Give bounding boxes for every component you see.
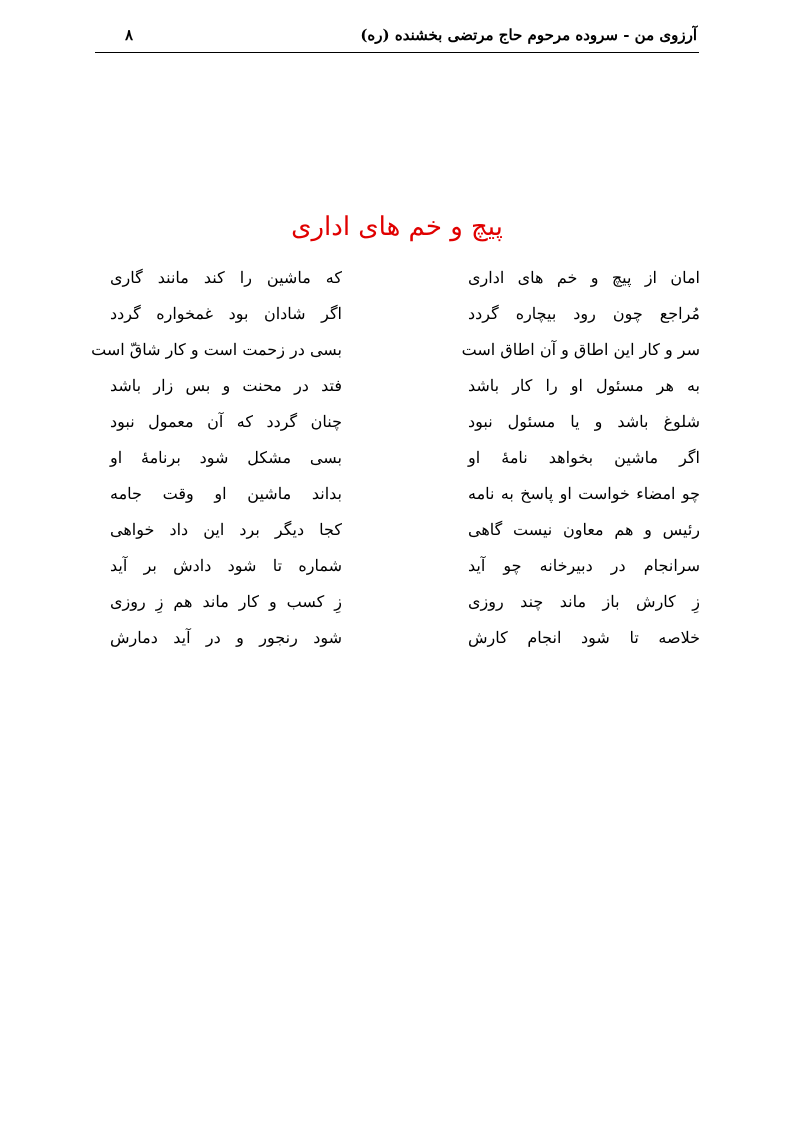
first-hemistich: زِ کارش باز ماند چند روزی (468, 592, 700, 611)
second-hemistich: بداند ماشین او وقت جامه (110, 484, 342, 503)
first-hemistich: سرانجام در دبیرخانه چو آید (468, 556, 700, 575)
page-number: ۸ (125, 26, 134, 44)
second-hemistich: زِ کسب و کار ماند هم زِ روزی (110, 592, 342, 611)
second-hemistich: فتد در محنت و بس زار باشد (110, 376, 342, 395)
first-hemistich: چو امضاء خواست او پاسخ به نامه (468, 484, 700, 503)
first-hemistich: به هر مسئول او را کار باشد (468, 376, 700, 395)
second-hemistich: اگر شادان بود غمخواره گردد (110, 304, 342, 323)
second-hemistich: کجا دیگر برد این داد خواهی (110, 520, 342, 539)
first-hemistich: شلوغ باشد و یا مسئول نبود (468, 412, 700, 431)
second-hemistich: که ماشین را کند مانند گاری (110, 268, 342, 287)
first-hemistich: خلاصه تا شود انجام کارش (468, 628, 700, 647)
couplet (110, 551, 700, 587)
first-hemistich: امان از پیچ و خم های اداری (468, 268, 700, 287)
second-hemistich: شود رنجور و در آید دمارش (110, 628, 342, 647)
couplet (110, 407, 700, 443)
couplet (110, 263, 700, 299)
first-hemistich: رئیس و هم معاون نیست گاهی (468, 520, 700, 539)
first-hemistich: اگر ماشین بخواهد نامهٔ او (468, 448, 700, 467)
first-hemistich: سر و کار این اطاق و آن اطاق است (461, 340, 700, 359)
poem-body (91, 263, 700, 659)
second-hemistich: بسی مشکل شود برنامهٔ او (110, 448, 342, 467)
couplet (110, 623, 700, 659)
couplet (110, 371, 700, 407)
couplet (110, 479, 700, 515)
couplet (91, 335, 700, 371)
book-title: آرزوی من - سروده مرحوم حاج مرتضی بخشنده (ره) (360, 26, 697, 44)
second-hemistich: بسی در زحمت است و کار شاقّ است (91, 340, 342, 359)
running-header (95, 26, 699, 53)
couplet (110, 587, 700, 623)
poem-title: پیچ و خم های اداری (291, 212, 503, 242)
couplet (110, 299, 700, 335)
second-hemistich: شماره تا شود دادش بر آید (110, 556, 342, 575)
first-hemistich: مُراجع چون رود بیچاره گردد (468, 304, 700, 323)
couplet (110, 515, 700, 551)
couplet (110, 443, 700, 479)
second-hemistich: چنان گردد که آن معمول نبود (110, 412, 342, 431)
